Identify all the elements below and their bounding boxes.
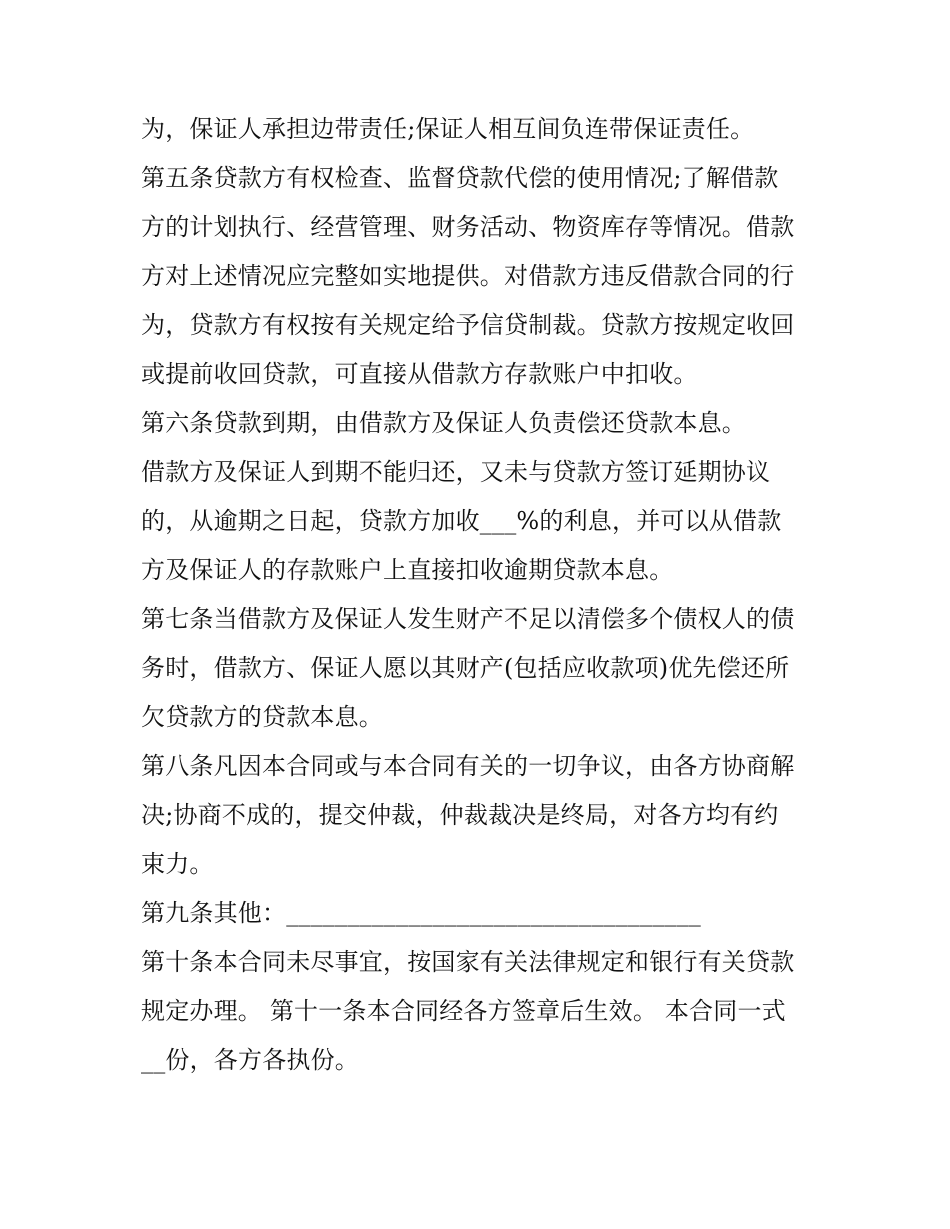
text-line: 或提前收回贷款，可直接从借款方存款账户中扣收。: [141, 360, 698, 388]
text-line: 规定办理。 第十一条本合同经各方签章后生效。 本合同一式: [141, 997, 786, 1025]
text-line: 方的计划执行、经营管理、财务活动、物资库存等情况。借款: [141, 213, 795, 241]
text-line: 方及保证人的存款账户上直接扣收逾期贷款本息。: [141, 556, 674, 584]
text-line: 束力。: [141, 850, 214, 878]
text-line: 务时，借款方、保证人愿以其财产(包括应收款项)优先偿还所: [141, 654, 790, 682]
text-line: 借款方及保证人到期不能归还，又未与贷款方签订延期协议: [141, 458, 771, 486]
text-line: 为，贷款方有权按有关规定给予信贷制裁。贷款方按规定收回: [141, 311, 795, 339]
text-line: 方对上述情况应完整如实地提供。对借款方违反借款合同的行: [141, 262, 795, 290]
text-line: __份，各方各执份。: [141, 1046, 359, 1074]
text-line: 决;协商不成的，提交仲裁，仲裁裁决是终局，对各方均有约: [141, 801, 779, 829]
text-line: 第九条其他：__________________________________: [141, 899, 701, 927]
document-body: [141, 105, 821, 1085]
text-line: 为，保证人承担边带责任;保证人相互间负连带保证责任。: [141, 115, 755, 143]
text-line: 的，从逾期之日起，贷款方加收___%的利息，并可以从借款: [141, 507, 782, 535]
text-line: 第七条当借款方及保证人发生财产不足以清偿多个债权人的债: [141, 605, 795, 633]
text-line: 第八条凡因本合同或与本合同有关的一切争议，由各方协商解: [141, 752, 795, 780]
text-line: 第十条本合同未尽事宜，按国家有关法律规定和银行有关贷款: [141, 948, 795, 976]
text-line: 第五条贷款方有权检查、监督贷款代偿的使用情况;了解借款: [141, 164, 779, 192]
text-line: 欠贷款方的贷款本息。: [141, 703, 383, 731]
text-line: 第六条贷款到期，由借款方及保证人负责偿还贷款本息。: [141, 409, 746, 437]
